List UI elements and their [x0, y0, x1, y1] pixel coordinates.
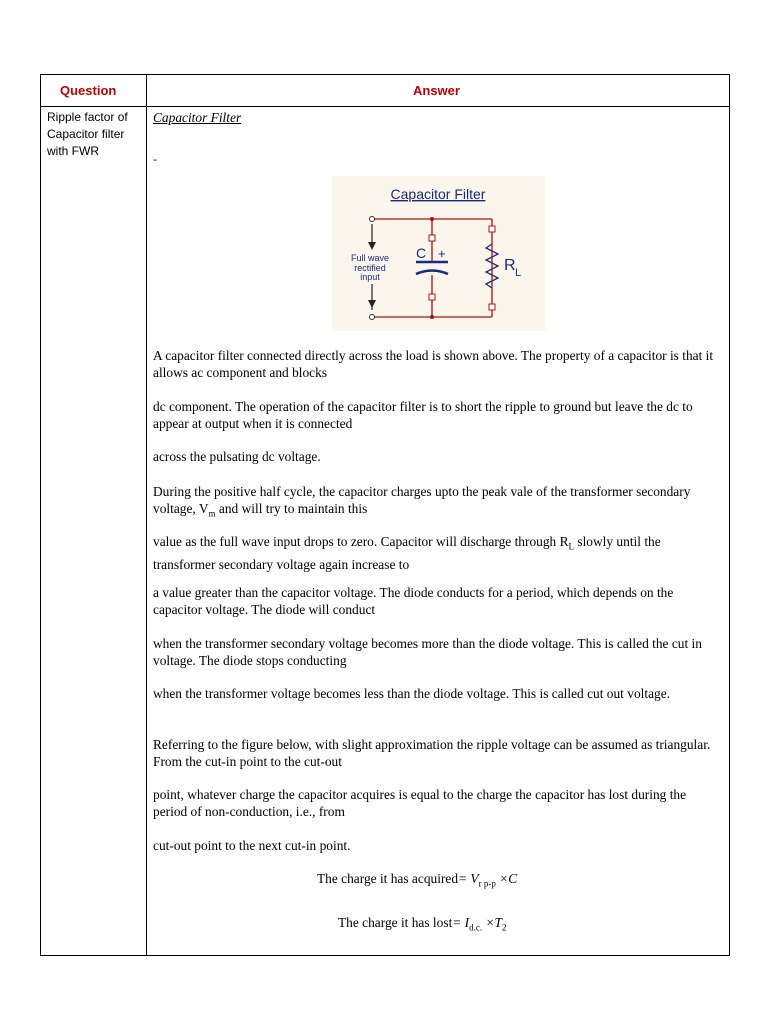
paragraph-5: value as the full wave input drops to zero. Capacitor will discharge through $R_L$ slowly until the transformer secondary voltage again increase to: [153, 534, 661, 572]
dash-line: -: [153, 152, 157, 166]
answer-title: [153, 109, 723, 126]
cap-label: C: [416, 245, 427, 261]
paragraph-3: across the pulsating dc voltage.: [153, 449, 321, 464]
circuit-svg: [332, 176, 545, 331]
qa-table: [40, 74, 730, 956]
paragraph-10: point, whatever charge the capacitor acquires is equal to the charge the capacitor has lost during the period of non-conduction, i.e., from: [153, 787, 687, 819]
load-sub: L: [515, 267, 522, 279]
paragraph-8: when the transformer voltage becomes less than the diode voltage. This is called cut out voltage.: [153, 686, 671, 701]
paragraph-2: dc component. The operation of the capacitor filter is to short the ripple to ground but leave the dc to appear at output when it is connected: [153, 399, 693, 431]
paragraph-9: Referring to the figure below, with slight approximation the ripple voltage can be assumed as triangular. From the cut-in point to the cut-out: [153, 737, 711, 769]
answer-header: Answer: [413, 83, 460, 98]
equation-lost: The charge it has lost= $I_{d.c.} \times T_2$: [338, 915, 507, 933]
input-label-2: rectified: [354, 263, 386, 273]
paragraph-4: During the positive half cycle, the capacitor charges upto the peak vale of the transformer secondary voltage, $V_m$ and will try to maintain this: [153, 484, 691, 519]
question-header: Question: [60, 83, 117, 98]
equation-acquired: The charge it has acquired= $V_{r p-p} \times C$: [317, 871, 518, 889]
load-label: R: [504, 257, 516, 274]
answer-title-text: Capacitor Filter: [153, 110, 242, 125]
column-divider: [146, 75, 147, 955]
paragraph-11: cut-out point to the next cut-in point.: [153, 838, 351, 853]
question-cell: Ripple factor of Capacitor filter with FWR: [47, 110, 128, 158]
input-label-1: Full wave: [350, 253, 390, 263]
input-label-3: input: [360, 272, 380, 282]
capacitor-filter-diagram: [332, 176, 545, 331]
header-divider: [41, 106, 729, 107]
plus-label: +: [438, 246, 446, 261]
paragraph-7: when the transformer secondary voltage becomes more than the diode voltage. This is called the cut in voltage. The diode stops conducting: [153, 636, 702, 668]
figure-title: Capacitor Filter: [390, 186, 486, 202]
paragraph-6: a value greater than the capacitor voltage. The diode conducts for a period, which depends on the capacitor voltage. The diode will conduct: [153, 585, 674, 617]
paragraph-1: A capacitor filter connected directly across the load is shown above. The property of a capacitor is that it allows ac component and blocks: [153, 348, 714, 380]
